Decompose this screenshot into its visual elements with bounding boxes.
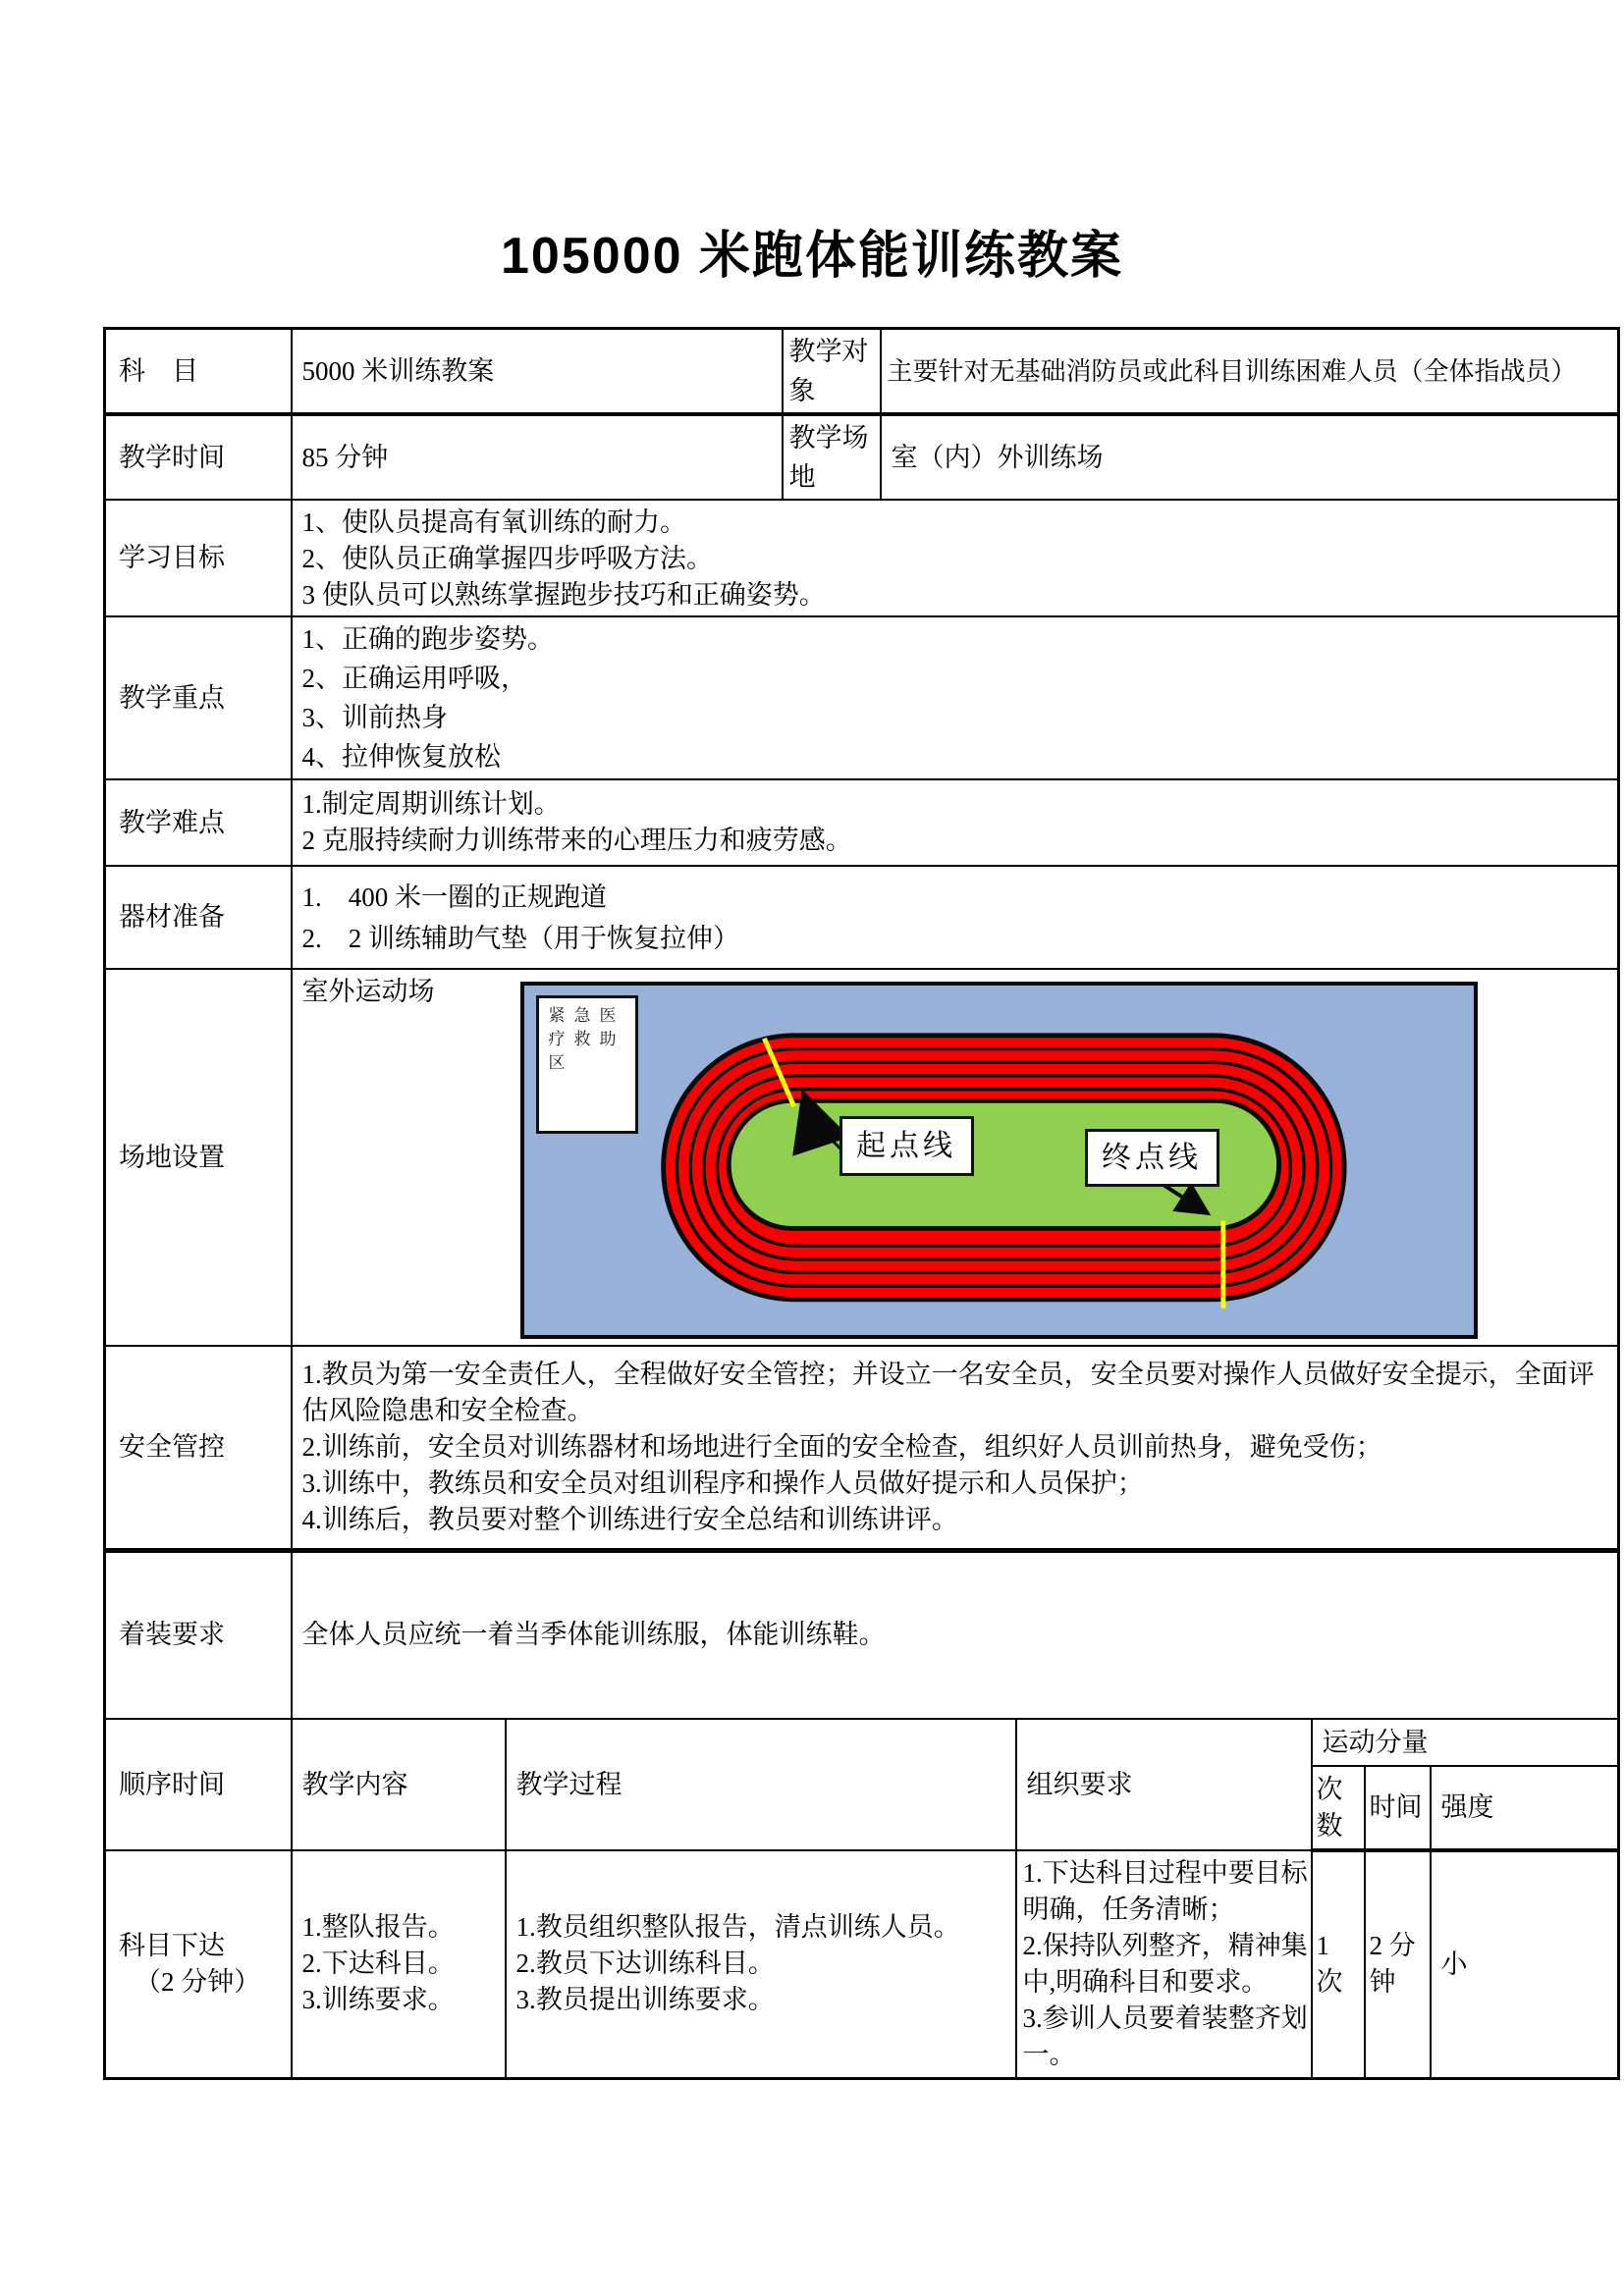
header-intensity: 强度 <box>1431 1766 1619 1850</box>
row-content <box>292 1850 506 2078</box>
goal-line: 3 使队员可以熟练掌握跑步技巧和正确姿势。 <box>301 580 826 610</box>
difficulty-line: 2 克服持续耐力训练带来的心理压力和疲劳感。 <box>301 826 852 855</box>
target-value: 主要针对无基础消防员或此科目训练困难人员（全体指战员） <box>881 329 1619 415</box>
start-line-label: 起点线 <box>839 1116 974 1176</box>
venue-setup-content <box>292 969 1619 1346</box>
figure-caption: 室外运动场 <box>301 977 435 1006</box>
medical-area-box: 紧急医疗救助区 <box>536 995 638 1134</box>
goals-content <box>292 500 1619 616</box>
safety-line: 2.训练前，安全员对训练器材和场地进行全面的安全检查，组织好人员训前热身，避免受伤； <box>301 1431 1382 1462</box>
header-process: 教学过程 <box>506 1719 1016 1850</box>
table-row <box>105 500 1619 616</box>
table-row <box>105 414 1619 500</box>
goals-label: 学习目标 <box>105 500 292 616</box>
safety-line: 4.训练后，教员要对整个训练进行安全总结和训练讲评。 <box>301 1504 958 1534</box>
equipment-line: 2. 2 训练辅助气垫（用于恢复拉伸） <box>301 923 739 953</box>
focus-content <box>292 616 1619 779</box>
focus-label: 教学重点 <box>105 616 292 779</box>
content-line: 3.训练要求。 <box>301 1985 455 2015</box>
header-time: 时间 <box>1365 1766 1431 1850</box>
dress-label: 着装要求 <box>105 1550 292 1719</box>
time-label: 教学时间 <box>105 414 292 500</box>
organization-line: 1.下达科目过程中要目标明确，任务清晰； <box>1022 1858 1308 1924</box>
process-line: 2.教员下达训练科目。 <box>515 1949 775 1979</box>
difficulty-label: 教学难点 <box>105 779 292 866</box>
content-line: 2.下达科目。 <box>301 1949 455 1979</box>
row-order <box>105 1850 292 2078</box>
equipment-content <box>292 866 1619 969</box>
safety-line: 3.训练中，教练员和安全员对组训程序和操作人员做好提示和人员保护； <box>301 1468 1144 1498</box>
table-row <box>105 329 1619 415</box>
process-line: 1.教员组织整队报告，清点训练人员。 <box>515 1912 960 1943</box>
order-line: （2 分钟） <box>135 1966 261 1997</box>
table-row <box>105 616 1619 779</box>
equipment-line: 1. 400 米一圈的正规跑道 <box>301 881 607 912</box>
dress-value: 全体人员应统一着当季体能训练服，体能训练鞋。 <box>292 1550 1619 1719</box>
organization-line: 3.参训人员要着装整齐划一。 <box>1022 2003 1308 2069</box>
row-intensity: 小 <box>1431 1850 1619 2078</box>
table-row <box>105 866 1619 969</box>
organization-line: 2.保持队列整齐，精神集中,明确科目和要求。 <box>1022 1931 1308 1997</box>
lesson-plan-table <box>103 327 1620 2080</box>
row-process <box>506 1850 1016 2078</box>
goal-line: 2、使队员正确掌握四步呼吸方法。 <box>301 544 713 573</box>
focus-line: 4、拉伸恢复放松 <box>301 742 501 772</box>
subject-value: 5000 米训练教案 <box>292 329 783 415</box>
goal-line: 1、使队员提高有氧训练的耐力。 <box>301 507 686 537</box>
page-title: 105000 米跑体能训练教案 <box>501 228 1123 285</box>
difficulty-content <box>292 779 1619 866</box>
header-order: 顺序时间 <box>105 1719 292 1850</box>
table-row <box>105 969 1619 1346</box>
track-svg <box>524 986 1474 1335</box>
focus-line: 2、正确运用呼吸， <box>301 664 527 693</box>
time-value: 85 分钟 <box>292 414 783 500</box>
focus-line: 3、训前热身 <box>301 703 448 732</box>
process-line: 3.教员提出训练要求。 <box>515 1985 775 2015</box>
finish-line-label: 终点线 <box>1085 1129 1219 1187</box>
equipment-label: 器材准备 <box>105 866 292 969</box>
table-row <box>105 779 1619 866</box>
venue-label: 教学场地 <box>783 414 881 500</box>
header-load: 运动分量 <box>1312 1719 1619 1766</box>
difficulty-line: 1.制定周期训练计划。 <box>301 789 561 819</box>
row-organization <box>1016 1850 1312 2078</box>
table-row <box>105 1346 1619 1550</box>
header-reps: 次数 <box>1312 1766 1365 1850</box>
table-row <box>105 1850 1619 2078</box>
table-row <box>105 1550 1619 1719</box>
table-row <box>105 1719 1619 1766</box>
row-reps: 1 次 <box>1312 1850 1365 2078</box>
row-time: 2 分钟 <box>1365 1850 1431 2078</box>
safety-label: 安全管控 <box>105 1346 292 1550</box>
safety-content <box>292 1346 1619 1550</box>
venue-setup-label: 场地设置 <box>105 969 292 1346</box>
header-organization: 组织要求 <box>1016 1719 1312 1850</box>
focus-line: 1、正确的跑步姿势。 <box>301 624 554 654</box>
venue-value: 室（内）外训练场 <box>881 414 1619 500</box>
safety-line: 1.教员为第一安全责任人，全程做好安全管控；并设立一名安全员，安全员要对操作人员做好安全提示，全面评估风险隐患和安全检查。 <box>301 1359 1595 1425</box>
subject-label: 科 目 <box>105 329 292 415</box>
track-figure <box>520 982 1478 1339</box>
content-line: 1.整队报告。 <box>301 1912 455 1943</box>
order-line: 科目下达 <box>119 1930 225 1960</box>
header-content: 教学内容 <box>292 1719 506 1850</box>
target-label: 教学对象 <box>783 329 881 415</box>
